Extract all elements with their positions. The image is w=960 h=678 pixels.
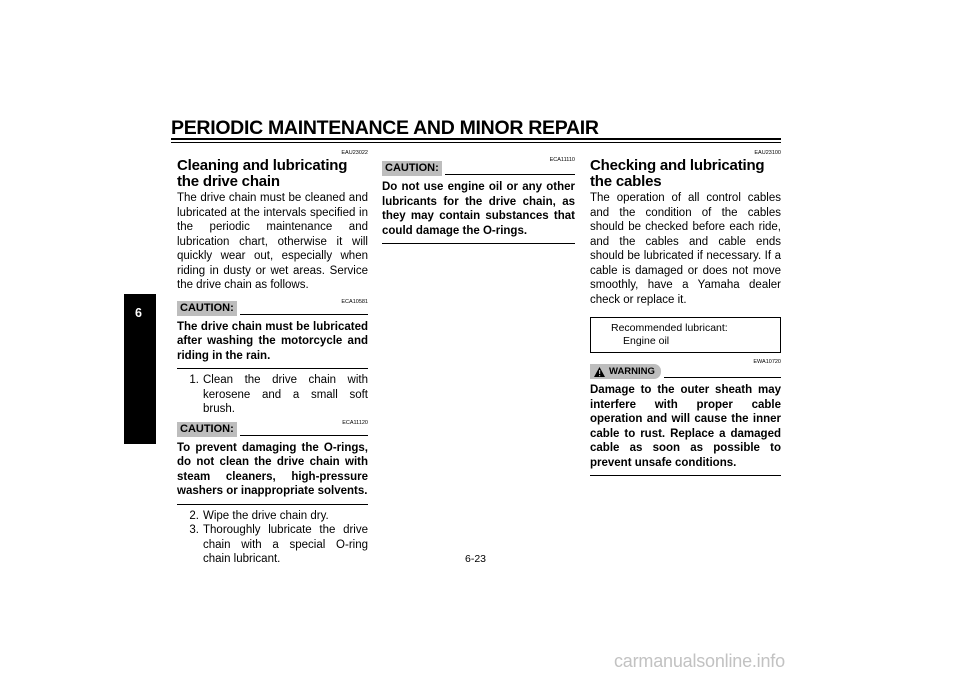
caution-bottom-rule [177, 368, 368, 369]
warning-badge [590, 364, 661, 379]
caution-code: ECA11110 [549, 157, 575, 163]
warning-notice [590, 359, 781, 476]
caution-header [177, 298, 368, 316]
caution-rule [240, 435, 368, 436]
cables-intro: The operation of all control cables and the condition of the cables should be checked before each ride, and the cables and cable ends should be lubricated if necessary. If a cable is damaged or does not move smoothly, have a Yamaha dealer check or replace it. [590, 192, 781, 306]
step-number: 2. [189, 509, 199, 522]
step-number: 3. [189, 524, 199, 536]
section-code: EAU23100 [754, 150, 781, 156]
section-code: EAU23022 [341, 150, 368, 156]
caution-badge: CAUTION: [177, 422, 237, 437]
caution-text: Do not use engine oil or any other lubricants for the drive chain, as they may contain substances that could damage the O-rings. [382, 181, 575, 237]
caution-text: The drive chain must be lubricated after washing the motorcycle and riding in the rain. [177, 320, 368, 362]
page-number: 6-23 [465, 553, 487, 565]
warning-bottom-rule [590, 475, 781, 476]
lubricant-label: Recommended lubricant: [611, 322, 728, 334]
caution-notice [382, 157, 575, 244]
caution-rule [240, 314, 368, 315]
section-title-drive-chain: Cleaning and lubricating the drive chain [177, 157, 348, 190]
step-item [177, 523, 368, 567]
caution-badge: CAUTION: [382, 161, 442, 176]
caution-header [382, 161, 575, 176]
caution-bottom-rule [382, 243, 575, 244]
step-text: Wipe the drive chain dry. [203, 509, 329, 522]
caution-notice [177, 420, 368, 505]
caution-notice [177, 299, 368, 370]
caution-code: ECA11120 [342, 419, 368, 426]
chapter-number: 6 [135, 306, 142, 320]
section-title-cables: Checking and lubricating the cables [590, 157, 765, 190]
lubricant-value: Engine oil [623, 335, 670, 347]
warning-header [590, 364, 781, 379]
warning-code: EWA10720 [753, 359, 781, 365]
caution-bottom-rule [177, 504, 368, 505]
caution-code: ECA10581 [341, 298, 368, 305]
column-left [177, 150, 368, 567]
column-middle [382, 150, 575, 244]
warning-rule [664, 377, 781, 378]
warning-triangle-icon [594, 367, 605, 377]
caution-rule [445, 174, 575, 175]
warning-label: WARNING [609, 366, 655, 377]
step-text: Thoroughly lubricate the drive chain with a special O-ring chain lubricant. [203, 524, 368, 565]
header-rule-thin [171, 142, 781, 143]
caution-badge: CAUTION: [177, 301, 237, 316]
step-item [177, 373, 368, 417]
column-right [590, 150, 781, 476]
step-text: Clean the drive chain with kerosene and a small soft brush. [203, 374, 368, 415]
step-number: 1. [189, 374, 199, 386]
page-title: PERIODIC MAINTENANCE AND MINOR REPAIR [171, 117, 599, 139]
drive-chain-intro: The drive chain must be cleaned and lubricated at the intervals specified in the periodic maintenance and lubrication chart, otherwise it will quickly wear out, especially when riding in dusty or wet areas. Service the drive chain as follows. [177, 192, 368, 291]
step-item [177, 509, 368, 524]
recommended-lubricant-box [590, 317, 781, 353]
watermark: carmanualsonline.info [614, 651, 785, 671]
caution-header [177, 419, 368, 437]
caution-text: To prevent damaging the O-rings, do not clean the drive chain with steam cleaners, high-pressure washers or inappropriate solvents. [177, 441, 368, 497]
header-rule [171, 138, 781, 140]
warning-text: Damage to the outer sheath may interfere with proper cable operation and will cause the inner cable to rust. Replace a damaged cable as soon as possible to prevent unsafe conditions. [590, 384, 781, 469]
